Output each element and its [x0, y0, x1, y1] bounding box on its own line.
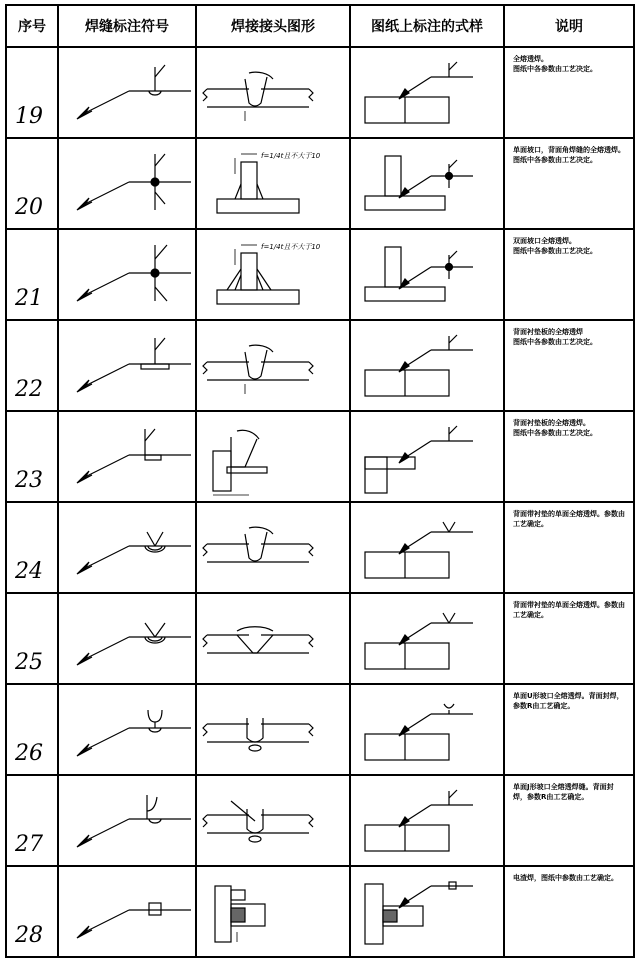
note-text: 背面衬垫板的全熔透焊。 图纸中各参数由工艺决定。: [504, 411, 634, 502]
drawing-example-cell: [350, 138, 504, 229]
joint-figure-cell: [196, 411, 350, 502]
row-number: 24: [6, 502, 58, 593]
drawing-annotation-example-icon: [351, 144, 501, 224]
note-text: 单面J形坡口全熔透焊缝。背面封焊，参数R由工艺确定。: [504, 775, 634, 866]
table-row: [6, 47, 634, 138]
weld-joint-section-icon: [197, 417, 347, 497]
drawing-annotation-example-icon: [351, 417, 501, 497]
table-row: [6, 320, 634, 411]
u-groove-sealing-icon: [59, 690, 193, 770]
drawing-annotation-example-icon: [351, 53, 501, 133]
weld-joint-section-icon: [197, 781, 347, 861]
header-drawing: 图纸上标注的式样: [350, 5, 504, 47]
drawing-annotation-example-icon: [351, 690, 501, 770]
row-number: 28: [6, 866, 58, 957]
weld-symbol-cell: [58, 320, 196, 411]
note-text: 单面坡口，背面角焊缝的全熔透焊。 图纸中各参数由工艺决定。: [504, 138, 634, 229]
drawing-example-cell: [350, 47, 504, 138]
j-groove-sealing-icon: [59, 781, 193, 861]
table-row: [6, 138, 634, 229]
note-text: 双面坡口全熔透焊。 图纸中各参数由工艺决定。: [504, 229, 634, 320]
row-number: 20: [6, 138, 58, 229]
weld-joint-section-icon: [197, 690, 347, 770]
joint-figure-cell: [196, 502, 350, 593]
weld-symbol-cell: [58, 138, 196, 229]
svg-text:f=1/4t且不大于10: f=1/4t且不大于10: [261, 151, 321, 160]
joint-figure-cell: [196, 138, 350, 229]
weld-symbol-cell: [58, 47, 196, 138]
row-number: 19: [6, 47, 58, 138]
drawing-annotation-example-icon: [351, 781, 501, 861]
bevel-backing-strip-icon: [59, 417, 193, 497]
weld-symbol-cell: [58, 411, 196, 502]
weld-joint-section-icon: [197, 53, 347, 133]
joint-figure-cell: [196, 320, 350, 411]
row-number: 21: [6, 229, 58, 320]
weld-joint-section-icon: [197, 599, 347, 679]
table-row: [6, 775, 634, 866]
row-number: 23: [6, 411, 58, 502]
drawing-example-cell: [350, 502, 504, 593]
joint-figure-cell: [196, 775, 350, 866]
note-text: 全熔透焊。 图纸中各参数由工艺决定。: [504, 47, 634, 138]
double-bevel-full-penetration-icon: [59, 235, 193, 315]
joint-figure-cell: [196, 229, 350, 320]
row-number: 26: [6, 684, 58, 775]
joint-figure-cell: [196, 684, 350, 775]
joint-figure-cell: [196, 47, 350, 138]
svg-text:f=1/4t且不大于10: f=1/4t且不大于10: [261, 242, 321, 251]
weld-symbol-cell: [58, 229, 196, 320]
note-text: 背面带衬垫的单面全熔透焊。参数由工艺确定。: [504, 502, 634, 593]
drawing-annotation-example-icon: [351, 508, 501, 588]
weld-joint-section-icon: [197, 144, 347, 224]
weld-joint-section-icon: [197, 326, 347, 406]
row-number: 25: [6, 593, 58, 684]
header-no: 序号: [6, 5, 58, 47]
note-text: 单面U形坡口全熔透焊。背面封焊，参数R由工艺确定。: [504, 684, 634, 775]
table-row: [6, 411, 634, 502]
note-text: 电渣焊，图纸中参数由工艺确定。: [504, 866, 634, 957]
drawing-annotation-example-icon: [351, 235, 501, 315]
weld-symbol-cell: [58, 593, 196, 684]
drawing-example-cell: [350, 593, 504, 684]
weld-joint-section-icon: [197, 235, 347, 315]
weld-symbol-cell: [58, 684, 196, 775]
table-row: [6, 593, 634, 684]
row-number: 22: [6, 320, 58, 411]
weld-symbol-table: [5, 4, 635, 958]
header-row: [6, 5, 634, 47]
single-bevel-backing-weld-icon: [59, 53, 193, 133]
weld-symbol-cell: [58, 775, 196, 866]
drawing-example-cell: [350, 411, 504, 502]
weld-joint-section-icon: [197, 508, 347, 588]
bevel-with-backing-plate-icon: [59, 326, 193, 406]
v-groove-backing-icon: [59, 599, 193, 679]
header-note: 说明: [504, 5, 634, 47]
drawing-example-cell: [350, 775, 504, 866]
weld-symbol-cell: [58, 502, 196, 593]
note-text: 背面衬垫板的全熔透焊 图纸中各参数由工艺决定。: [504, 320, 634, 411]
bevel-fillet-full-penetration-icon: [59, 144, 193, 224]
drawing-example-cell: [350, 320, 504, 411]
header-symbol: 焊缝标注符号: [58, 5, 196, 47]
header-joint: 焊接接头图形: [196, 5, 350, 47]
joint-figure-cell: [196, 593, 350, 684]
drawing-example-cell: [350, 684, 504, 775]
drawing-example-cell: [350, 229, 504, 320]
single-v-backing-icon: [59, 508, 193, 588]
drawing-annotation-example-icon: [351, 326, 501, 406]
note-text: 背面带衬垫的单面全熔透焊。参数由工艺确定。: [504, 593, 634, 684]
drawing-annotation-example-icon: [351, 599, 501, 679]
row-number: 27: [6, 775, 58, 866]
table-row: [6, 684, 634, 775]
table-row: [6, 502, 634, 593]
table-row: [6, 229, 634, 320]
